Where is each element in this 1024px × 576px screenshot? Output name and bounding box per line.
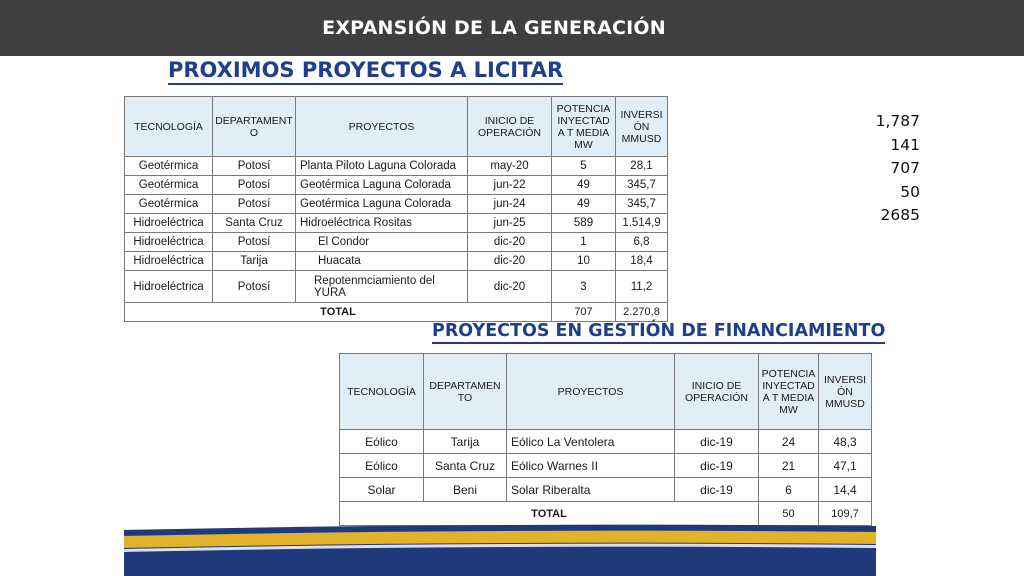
table-row <box>340 454 872 478</box>
cell-inicio: jun-22 <box>468 176 552 195</box>
col-header-proyectos: PROYECTOS <box>296 97 468 157</box>
cell-inicio: jun-24 <box>468 195 552 214</box>
col-header-departamento: DEPARTAMENT O <box>213 97 296 157</box>
cell-departamento: Potosí <box>213 271 296 303</box>
cell-potencia: 10 <box>552 252 616 271</box>
cell-proyecto: Repotenmciamiento del YURA <box>296 271 468 303</box>
cell-proyecto: Huacata <box>296 252 468 271</box>
cell-potencia: 24 <box>759 430 819 454</box>
side-number: 707 <box>890 159 920 177</box>
cell-proyecto: Geotérmica Laguna Colorada <box>296 195 468 214</box>
cell-potencia: 589 <box>552 214 616 233</box>
cell-inversion: 11,2 <box>616 271 668 303</box>
cell-proyecto: Eólico Warnes II <box>507 454 675 478</box>
col-header-potencia: POTENCIA INYECTAD A T MEDIA MW <box>759 354 819 430</box>
section-title-financiamiento: PROYECTOS EN GESTIÓN DE FINANCIAMIENTO <box>432 320 885 344</box>
total-potencia: 50 <box>759 502 819 526</box>
cell-departamento: Santa Cruz <box>424 454 507 478</box>
table-financiamiento <box>339 353 872 526</box>
cell-tecnologia: Eólico <box>340 430 424 454</box>
cell-departamento: Tarija <box>424 430 507 454</box>
page-title: EXPANSIÓN DE LA GENERACIÓN <box>322 17 666 39</box>
cell-inversion: 47,1 <box>819 454 872 478</box>
table-header-row <box>340 354 872 430</box>
cell-inversion: 345,7 <box>616 176 668 195</box>
col-header-inversion: INVERSI ÓN MMUSD <box>819 354 872 430</box>
total-inversion: 2.270,8 <box>616 303 668 322</box>
col-header-inicio: INICIO DE OPERACIÓN <box>675 354 759 430</box>
cell-inversion: 14,4 <box>819 478 872 502</box>
table-row <box>125 271 668 303</box>
cell-inicio: may-20 <box>468 157 552 176</box>
cell-inicio: jun-25 <box>468 214 552 233</box>
cell-inversion: 6,8 <box>616 233 668 252</box>
footer-decorative-band <box>124 522 876 576</box>
cell-inversion: 345,7 <box>616 195 668 214</box>
cell-potencia: 5 <box>552 157 616 176</box>
cell-tecnologia: Solar <box>340 478 424 502</box>
total-potencia: 707 <box>552 303 616 322</box>
cell-departamento: Tarija <box>213 252 296 271</box>
cell-inicio: dic-20 <box>468 271 552 303</box>
cell-potencia: 6 <box>759 478 819 502</box>
table-row <box>125 233 668 252</box>
cell-proyecto: Hidroeléctrica Rositas <box>296 214 468 233</box>
cell-inicio: dic-19 <box>675 478 759 502</box>
cell-departamento: Potosí <box>213 157 296 176</box>
cell-proyecto: Planta Piloto Laguna Colorada <box>296 157 468 176</box>
col-header-potencia: POTENCIA INYECTAD A T MEDIA MW <box>552 97 616 157</box>
col-header-inicio: INICIO DE OPERACIÓN <box>468 97 552 157</box>
cell-departamento: Beni <box>424 478 507 502</box>
table-row <box>125 176 668 195</box>
table-row <box>125 157 668 176</box>
cell-inversion: 28,1 <box>616 157 668 176</box>
total-label: TOTAL <box>125 303 552 322</box>
cell-potencia: 49 <box>552 176 616 195</box>
col-header-proyectos: PROYECTOS <box>507 354 675 430</box>
cell-potencia: 1 <box>552 233 616 252</box>
cell-inversion: 18,4 <box>616 252 668 271</box>
cell-potencia: 21 <box>759 454 819 478</box>
cell-tecnologia: Geotérmica <box>125 157 213 176</box>
cell-departamento: Santa Cruz <box>213 214 296 233</box>
col-header-departamento: DEPARTAMEN TO <box>424 354 507 430</box>
cell-departamento: Potosí <box>213 233 296 252</box>
cell-tecnologia: Geotérmica <box>125 195 213 214</box>
side-number: 141 <box>890 135 920 154</box>
cell-tecnologia: Hidroeléctrica <box>125 214 213 233</box>
cell-inversion: 48,3 <box>819 430 872 454</box>
cell-departamento: Potosí <box>213 195 296 214</box>
side-number: 2685 <box>880 206 920 224</box>
side-number: 50 <box>900 182 920 201</box>
header-bar <box>0 0 1024 56</box>
cell-inversion: 1.514,9 <box>616 214 668 233</box>
cell-proyecto: El Condor <box>296 233 468 252</box>
cell-inicio: dic-19 <box>675 430 759 454</box>
cell-inicio: dic-19 <box>675 454 759 478</box>
side-numbers <box>850 110 920 228</box>
cell-tecnologia: Hidroeléctrica <box>125 252 213 271</box>
table-row <box>125 214 668 233</box>
table-total-row <box>125 303 668 322</box>
cell-inicio: dic-20 <box>468 252 552 271</box>
cell-departamento: Potosí <box>213 176 296 195</box>
cell-proyecto: Eólico La Ventolera <box>507 430 675 454</box>
cell-inicio: dic-20 <box>468 233 552 252</box>
table-row <box>340 430 872 454</box>
total-label: TOTAL <box>340 502 759 526</box>
side-number: 1,787 <box>875 112 920 130</box>
table-row <box>125 195 668 214</box>
cell-proyecto: Geotérmica Laguna Colorada <box>296 176 468 195</box>
cell-potencia: 49 <box>552 195 616 214</box>
table-row <box>125 252 668 271</box>
cell-tecnologia: Hidroeléctrica <box>125 271 213 303</box>
col-header-inversion: INVERSI ÓN MMUSD <box>616 97 668 157</box>
section-title-licitar: PROXIMOS PROYECTOS A LICITAR <box>168 57 563 85</box>
col-header-tecnologia: TECNOLOGÍA <box>340 354 424 430</box>
table-licitar <box>124 96 668 322</box>
footer-wave-graphic <box>124 522 876 576</box>
total-inversion: 109,7 <box>819 502 872 526</box>
cell-tecnologia: Hidroeléctrica <box>125 233 213 252</box>
cell-tecnologia: Geotérmica <box>125 176 213 195</box>
cell-tecnologia: Eólico <box>340 454 424 478</box>
cell-proyecto: Solar Riberalta <box>507 478 675 502</box>
col-header-tecnologia: TECNOLOGÍA <box>125 97 213 157</box>
cell-potencia: 3 <box>552 271 616 303</box>
table-header-row <box>125 97 668 157</box>
table-row <box>340 478 872 502</box>
